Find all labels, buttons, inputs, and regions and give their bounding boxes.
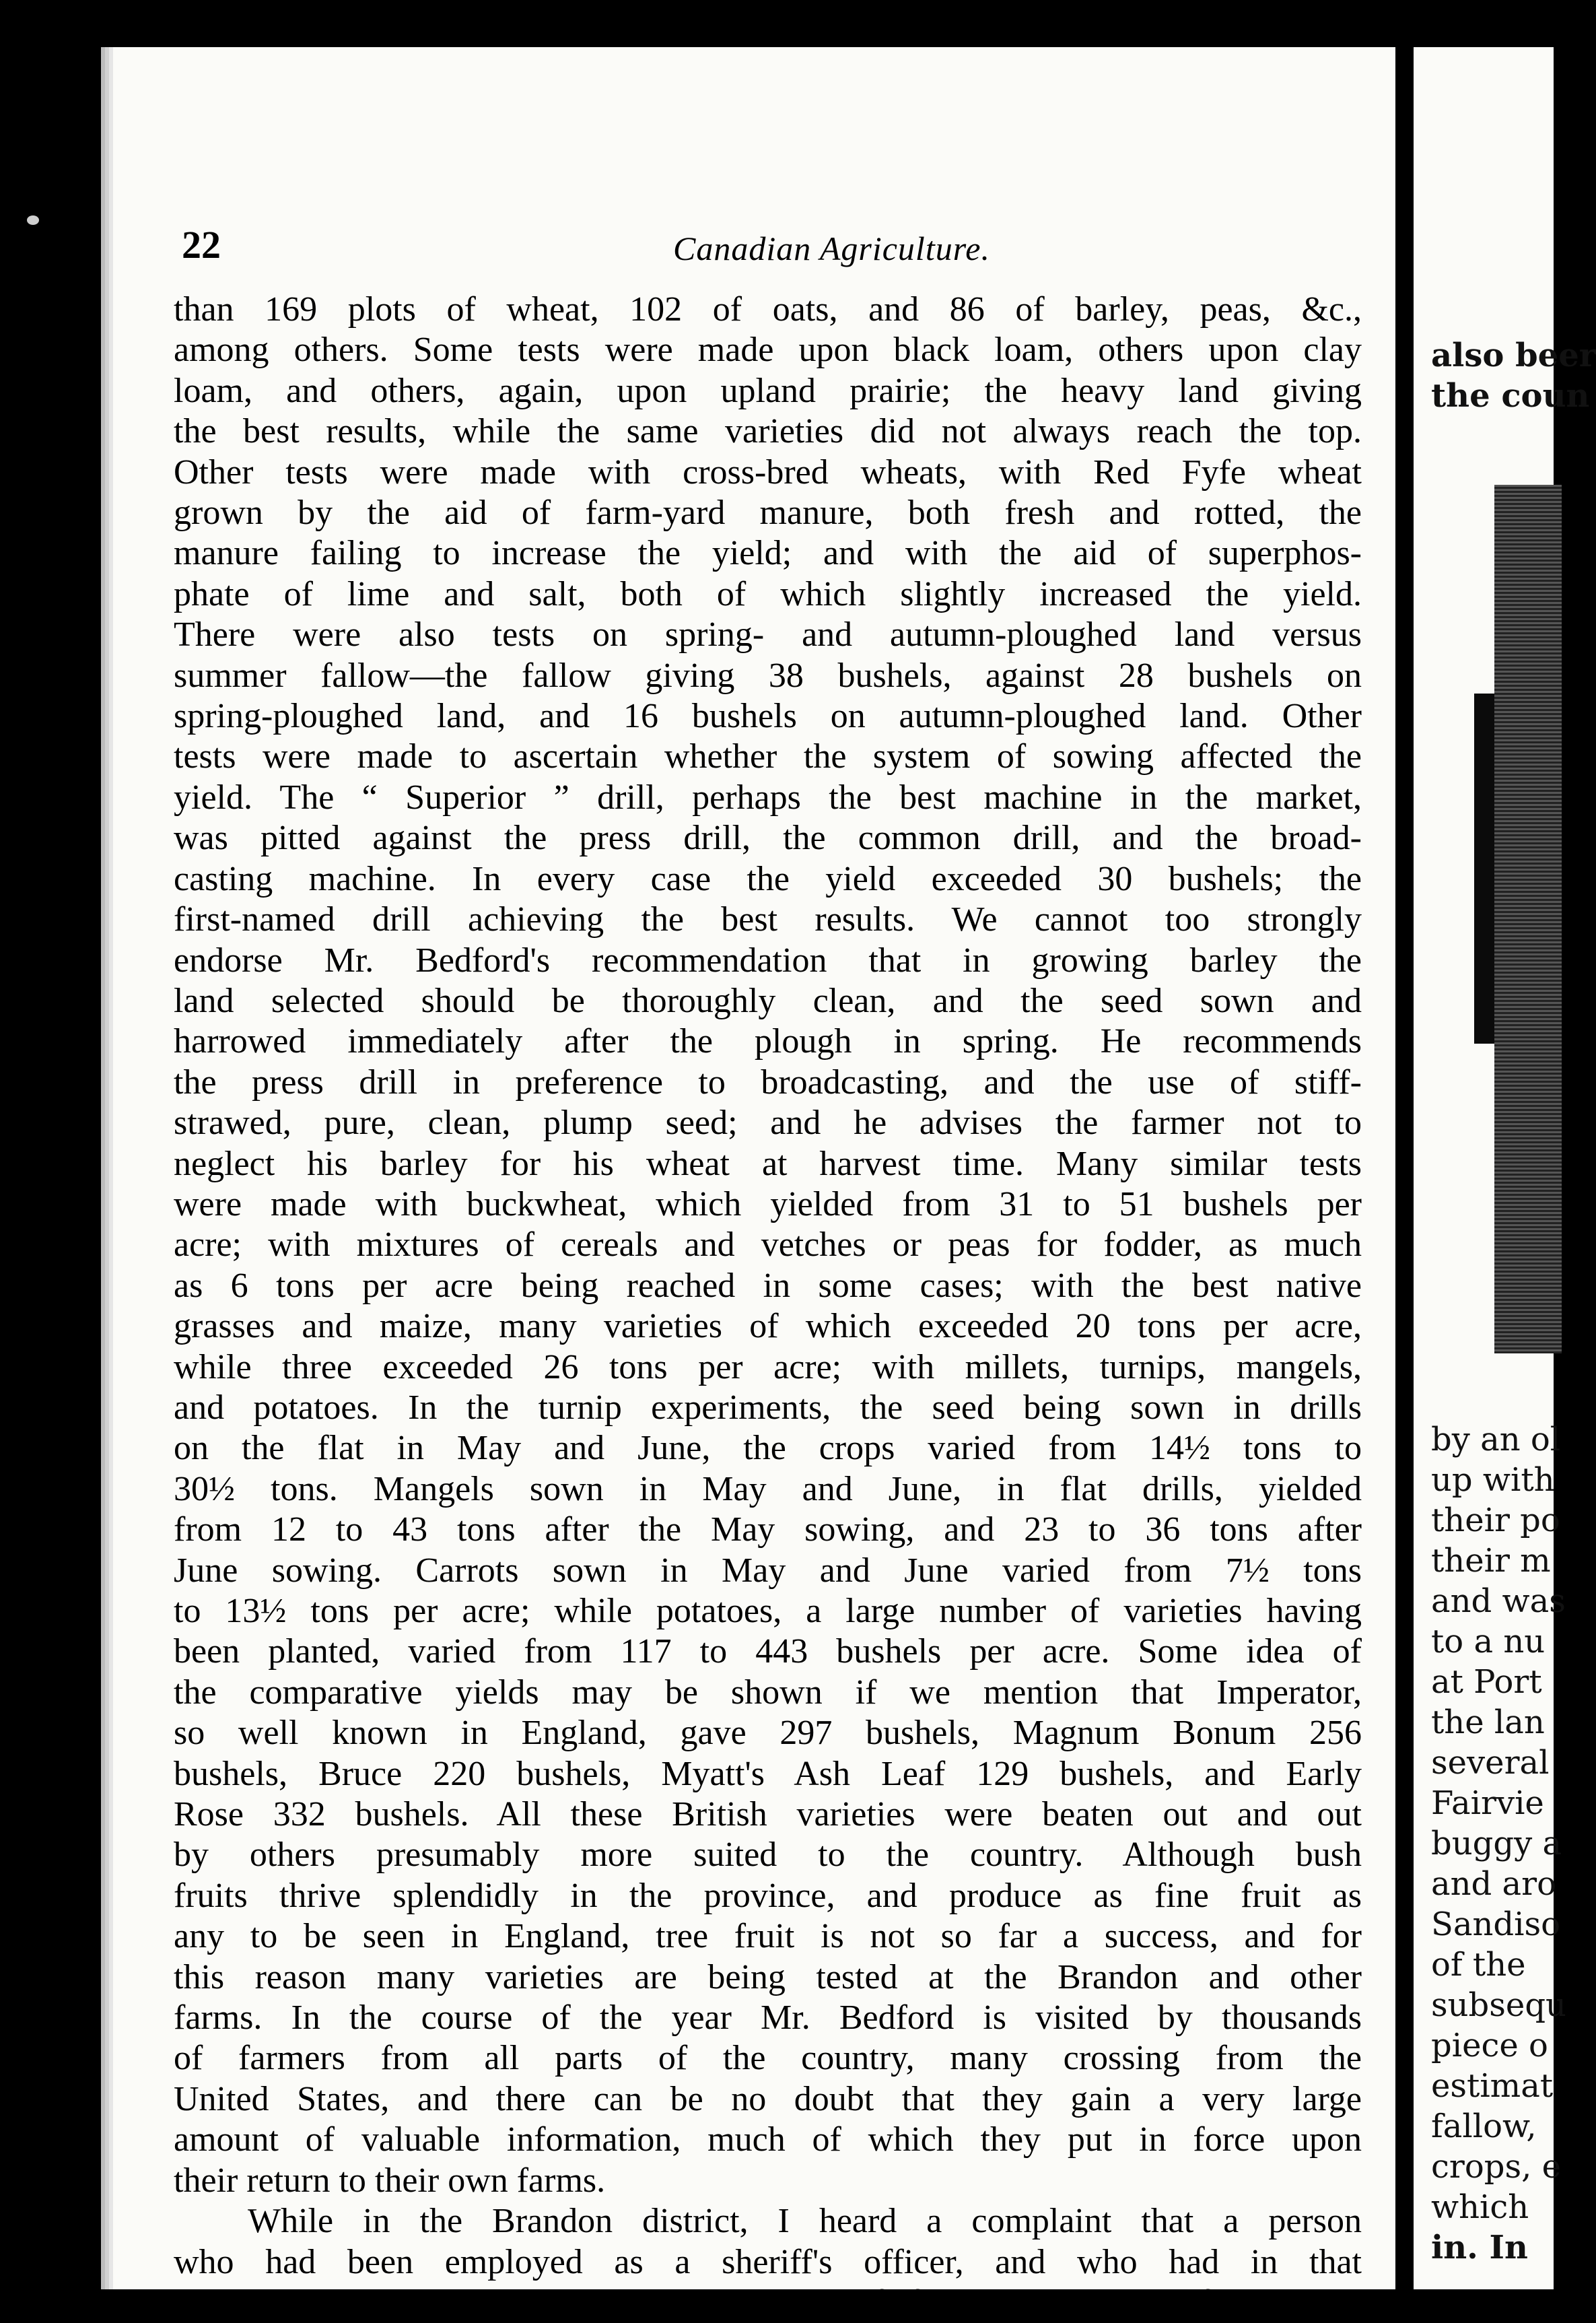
adjacent-fragment: by an ol: [1431, 1421, 1561, 1458]
text-line: among others. Some tests were made upon black loam, others upon clay: [174, 331, 1362, 370]
text-line: fruits thrive splendidly in the province, and produce as fine fruit as: [174, 1876, 1362, 1915]
text-line: There were also tests on spring- and autumn-ploughed land versus: [174, 615, 1362, 654]
page-number: 22: [182, 223, 221, 267]
text-line: of farmers from all parts of the country, many crossing from the: [174, 2039, 1362, 2078]
text-line: loam, and others, again, upon upland prairie; the heavy land giving: [174, 371, 1362, 410]
adjacent-fragment: at Port: [1431, 1663, 1542, 1701]
text-line: the best results, while the same varieties did not always reach the top.: [174, 412, 1362, 451]
adjacent-fragment: in. In: [1431, 2229, 1528, 2266]
text-line: been planted, varied from 117 to 443 bushels per acre. Some idea of: [174, 1632, 1362, 1671]
text-line: than 169 plots of wheat, 102 of oats, and 86 of barley, peas, &c.,: [174, 290, 1362, 329]
adjacent-fragment: Sandiso: [1431, 1906, 1561, 1943]
text-line: tests were made to ascertain whether the system of sowing affected the: [174, 737, 1362, 776]
text-line: phate of lime and salt, both of which slightly increased the yield.: [174, 574, 1362, 613]
text-line: this reason many varieties are being tested at the Brandon and other: [174, 1957, 1362, 1996]
text-line: Rose 332 bushels. All these British varieties were beaten out and out: [174, 1795, 1362, 1834]
text-line: so well known in England, gave 297 bushels, Magnum Bonum 256: [174, 1714, 1362, 1753]
adjacent-fragment: estimat: [1431, 2067, 1554, 2105]
adjacent-fragment: Fairvie: [1431, 1784, 1544, 1822]
text-line: United States, and there can be no doubt that they gain a very large: [174, 2079, 1362, 2118]
adjacent-fragment: crops, e: [1431, 2148, 1562, 2186]
text-line: neglect his barley for his wheat at harvest time. Many similar tests: [174, 1144, 1362, 1183]
text-line: while three exceeded 26 tons per acre; with millets, turnips, mangels,: [174, 1347, 1362, 1386]
text-line: summer fallow—the fallow giving 38 bushels, against 28 bushels on: [174, 656, 1362, 695]
text-line: as 6 tons per acre being reached in some cases; with the best native: [174, 1266, 1362, 1305]
text-line: acre; with mixtures of cereals and vetches or peas for fodder, as much: [174, 1225, 1362, 1265]
text-line: was pitted against the press drill, the common drill, and the broad-: [174, 819, 1362, 858]
text-line: first-named drill achieving the best results. We cannot too strongly: [174, 900, 1362, 939]
adjacent-fragment: subsequ: [1431, 1986, 1566, 2024]
running-title: Canadian Agriculture.: [673, 230, 990, 267]
adjacent-fragment: up with: [1431, 1461, 1555, 1499]
adjacent-page: [1414, 47, 1596, 2289]
text-line: farms. In the course of the year Mr. Bedford is visited by thousands: [174, 1998, 1362, 2038]
text-line: strawed, pure, clean, plump seed; and he advises the farmer not to: [174, 1104, 1362, 1143]
adjacent-fragment: piece o: [1431, 2027, 1548, 2064]
adjacent-fragment: several: [1431, 1744, 1550, 1782]
adjacent-fragment: which: [1431, 2188, 1529, 2226]
text-line: on the flat in May and June, the crops varied from 14½ tons to: [174, 1429, 1362, 1468]
text-line: capacity seized the crops and implements of farmers who had failed, had: [174, 2283, 1362, 2322]
adjacent-fragment: their po: [1431, 1502, 1560, 1539]
adjacent-fragment: to a nu: [1431, 1623, 1546, 1660]
text-line: from 12 to 43 tons after the May sowing, and 23 to 36 tons after: [174, 1510, 1362, 1549]
text-line: who had been employed as a sheriff's officer, and who had in that: [174, 2242, 1362, 2281]
page-header: [182, 175, 1366, 276]
text-line: and potatoes. In the turnip experiments, the seed being sown in drills: [174, 1388, 1362, 1427]
adjacent-fragment: and was: [1431, 1582, 1566, 1620]
text-line: were made with buckwheat, which yielded from 31 to 51 bushels per: [174, 1184, 1362, 1223]
text-line: bushels, Bruce 220 bushels, Myatt's Ash Leaf 129 bushels, and Early: [174, 1754, 1362, 1793]
text-line: spring-ploughed land, and 16 bushels on autumn-ploughed land. Other: [174, 697, 1362, 736]
text-line: casting machine. In every case the yield exceeded 30 bushels; the: [174, 859, 1362, 898]
text-line: their return to their own farms.: [174, 2161, 606, 2200]
adjacent-fragment: fallow,: [1431, 2108, 1537, 2145]
text-line: grasses and maize, many varieties of which exceeded 20 tons per acre,: [174, 1307, 1362, 1346]
page-stack-edge: [101, 57, 110, 2285]
adjacent-fragment: also beer: [1431, 337, 1596, 374]
body-text: [174, 290, 1362, 2323]
scan-artifact: [27, 215, 39, 225]
text-line: yield. The “ Superior ” drill, perhaps the best machine in the market,: [174, 778, 1362, 817]
adjacent-fragment: of the: [1431, 1946, 1526, 1984]
text-line: While in the Brandon district, I heard a complaint that a person: [248, 2202, 1362, 2241]
text-line: 30½ tons. Mangels sown in May and June, in flat drills, yielded: [174, 1469, 1362, 1508]
adjacent-fragment: and aro: [1431, 1865, 1556, 1903]
text-line: harrowed immediately after the plough in spring. He recommends: [174, 1022, 1362, 1061]
text-line: land selected should be thoroughly clean, and the seed sown and: [174, 981, 1362, 1020]
engraving-hatching: [1494, 485, 1562, 1353]
text-line: Other tests were made with cross-bred wheats, with Red Fyfe wheat: [174, 452, 1362, 492]
text-line: to 13½ tons per acre; while potatoes, a large number of varieties having: [174, 1592, 1362, 1630]
text-line: the press drill in preference to broadcasting, and the use of stiff-: [174, 1063, 1362, 1102]
adjacent-fragment: the lan: [1431, 1704, 1545, 1741]
text-line: amount of valuable information, much of which they put in force upon: [174, 2120, 1362, 2159]
text-line: any to be seen in England, tree fruit is not so far a success, and for: [174, 1917, 1362, 1956]
text-line: endorse Mr. Bedford's recommendation that in growing barley the: [174, 941, 1362, 980]
text-line: grown by the aid of farm-yard manure, both fresh and rotted, the: [174, 494, 1362, 533]
adjacent-fragment: their m: [1431, 1542, 1551, 1580]
text-line: by others presumably more suited to the country. Although bush: [174, 1836, 1362, 1875]
text-line: the comparative yields may be shown if we mention that Imperator,: [174, 1673, 1362, 1712]
adjacent-fragment: the coun: [1431, 377, 1590, 415]
text-line: manure failing to increase the yield; and with the aid of superphos-: [174, 534, 1362, 573]
adjacent-fragment: buggy a: [1431, 1825, 1562, 1862]
text-line: June sowing. Carrots sown in May and June varied from 7½ tons: [174, 1551, 1362, 1590]
